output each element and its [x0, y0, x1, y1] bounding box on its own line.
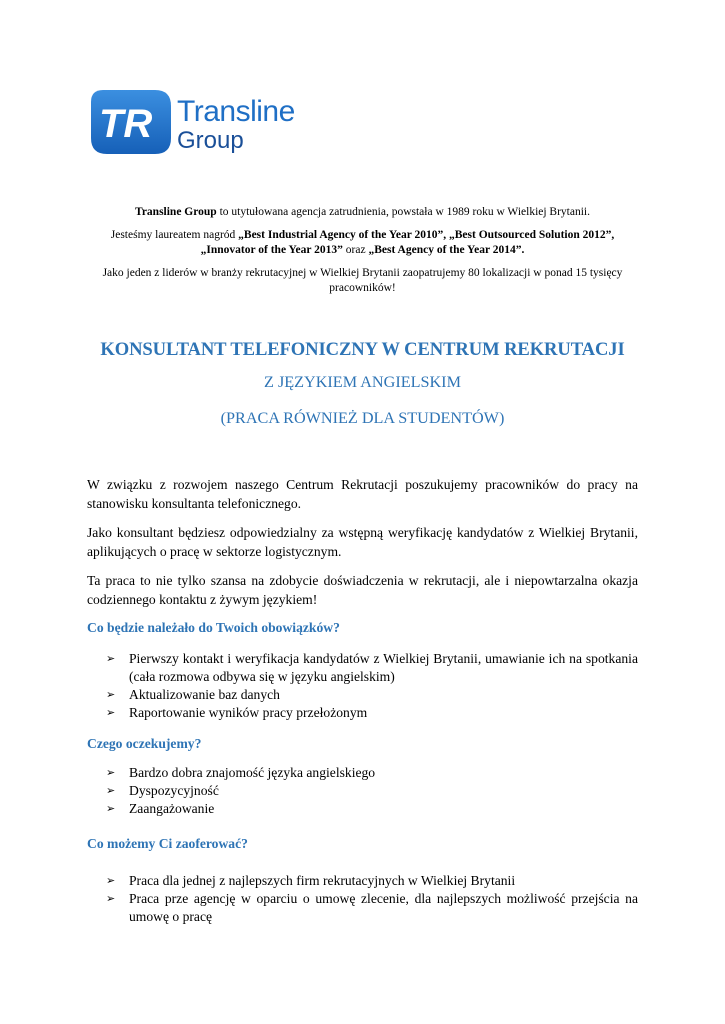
- list-item-text: Praca prze agencję w oparciu o umowę zlecenie, dla najlepszych możliwość przejścia na umowę o pracę: [129, 891, 638, 924]
- list-item: [87, 764, 638, 782]
- paragraph-role: Jako konsultant będziesz odpowiedzialny za wstępną weryfikację kandydatów z Wielkiej Brytanii, aplikujących o pracę w sektorze logistycznym.: [87, 525, 638, 559]
- logo-wordmark-line2: Group: [177, 127, 244, 154]
- list-item: [87, 704, 638, 722]
- section-duties-title: Co będzie należało do Twoich obowiązków?: [87, 620, 340, 635]
- list-item-text: Zaangażowanie: [129, 801, 215, 816]
- list-item: [87, 800, 638, 818]
- job-title: KONSULTANT TELEFONICZNY W CENTRUM REKRUTACJI: [100, 339, 625, 360]
- duties-list: [87, 650, 638, 722]
- job-subtitle-language: Z JĘZYKIEM ANGIELSKIM: [264, 373, 461, 391]
- logo-wordmark-line1: Transline: [177, 95, 294, 128]
- job-subtitle-students: (PRACA RÓWNIEŻ DLA STUDENTÓW): [220, 409, 505, 427]
- list-item: [87, 782, 638, 800]
- offer-list: [87, 872, 638, 926]
- section-offer-title: Co możemy Ci zaoferować?: [87, 836, 248, 851]
- awards-last: „Best Agency of the Year 2014”.: [368, 244, 525, 256]
- arrow-bullet-icon: ➢: [106, 802, 116, 815]
- arrow-bullet-icon: ➢: [106, 874, 116, 887]
- arrow-bullet-icon: ➢: [106, 784, 116, 797]
- transline-group-logo: [89, 88, 294, 158]
- list-item-text: Raportowanie wyników pracy przełożonym: [129, 705, 368, 720]
- list-item-text: Bardzo dobra znajomość języka angielskiego: [129, 765, 376, 780]
- awards-list: „Best Industrial Agency of the Year 2010”, „Best Outsourced Solution 2012”, „Innovator of the Year 2013”: [200, 229, 615, 256]
- intro-line-3: Jako jeden z liderów w branży rekrutacyjnej w Wielkiej Brytanii zaopatrujemy 80 lokalizacji w ponad 15 tysięcy pracowników!: [102, 267, 623, 294]
- list-item: [87, 650, 638, 686]
- awards-conjunction: oraz: [342, 244, 369, 256]
- requirements-list: [87, 764, 638, 818]
- awards-lead: Jesteśmy laureatem nagród: [110, 229, 239, 241]
- list-item-text: Aktualizowanie baz danych: [129, 687, 280, 702]
- arrow-bullet-icon: ➢: [106, 688, 116, 701]
- list-item: [87, 872, 638, 890]
- intro-line-1: [87, 205, 638, 220]
- list-item: [87, 890, 638, 926]
- arrow-bullet-icon: ➢: [106, 652, 116, 665]
- section-requirements-title: Czego oczekujemy?: [87, 736, 202, 751]
- list-item-text: Dyspozycyjność: [129, 783, 219, 798]
- list-item: [87, 686, 638, 704]
- arrow-bullet-icon: ➢: [106, 766, 116, 779]
- list-item-text: Praca dla jednej z najlepszych firm rekrutacyjnych w Wielkiej Brytanii: [129, 873, 516, 888]
- intro-awards: [87, 228, 638, 258]
- arrow-bullet-icon: ➢: [106, 892, 116, 905]
- paragraph-opportunity: Ta praca to nie tylko szansa na zdobycie doświadczenia w rekrutacji, ale i niepowtarzalna okazja codziennego kontaktu z żywym językiem!: [87, 573, 638, 607]
- company-name: Transline Group: [135, 206, 217, 218]
- logo-monogram: TR: [99, 102, 153, 146]
- arrow-bullet-icon: ➢: [106, 706, 116, 719]
- list-item-text: Pierwszy kontakt i weryfikacja kandydatów z Wielkiej Brytanii, umawianie ich na spotkania (cała rozmowa odbywa się w języku angielskim): [129, 651, 638, 684]
- paragraph-intro: W związku z rozwojem naszego Centrum Rekrutacji poszukujemy pracowników do pracy na stanowisku konsultanta telefonicznego.: [87, 477, 638, 511]
- intro-line-1-text: to utytułowana agencja zatrudnienia, powstała w 1989 roku w Wielkiej Brytanii.: [216, 206, 590, 218]
